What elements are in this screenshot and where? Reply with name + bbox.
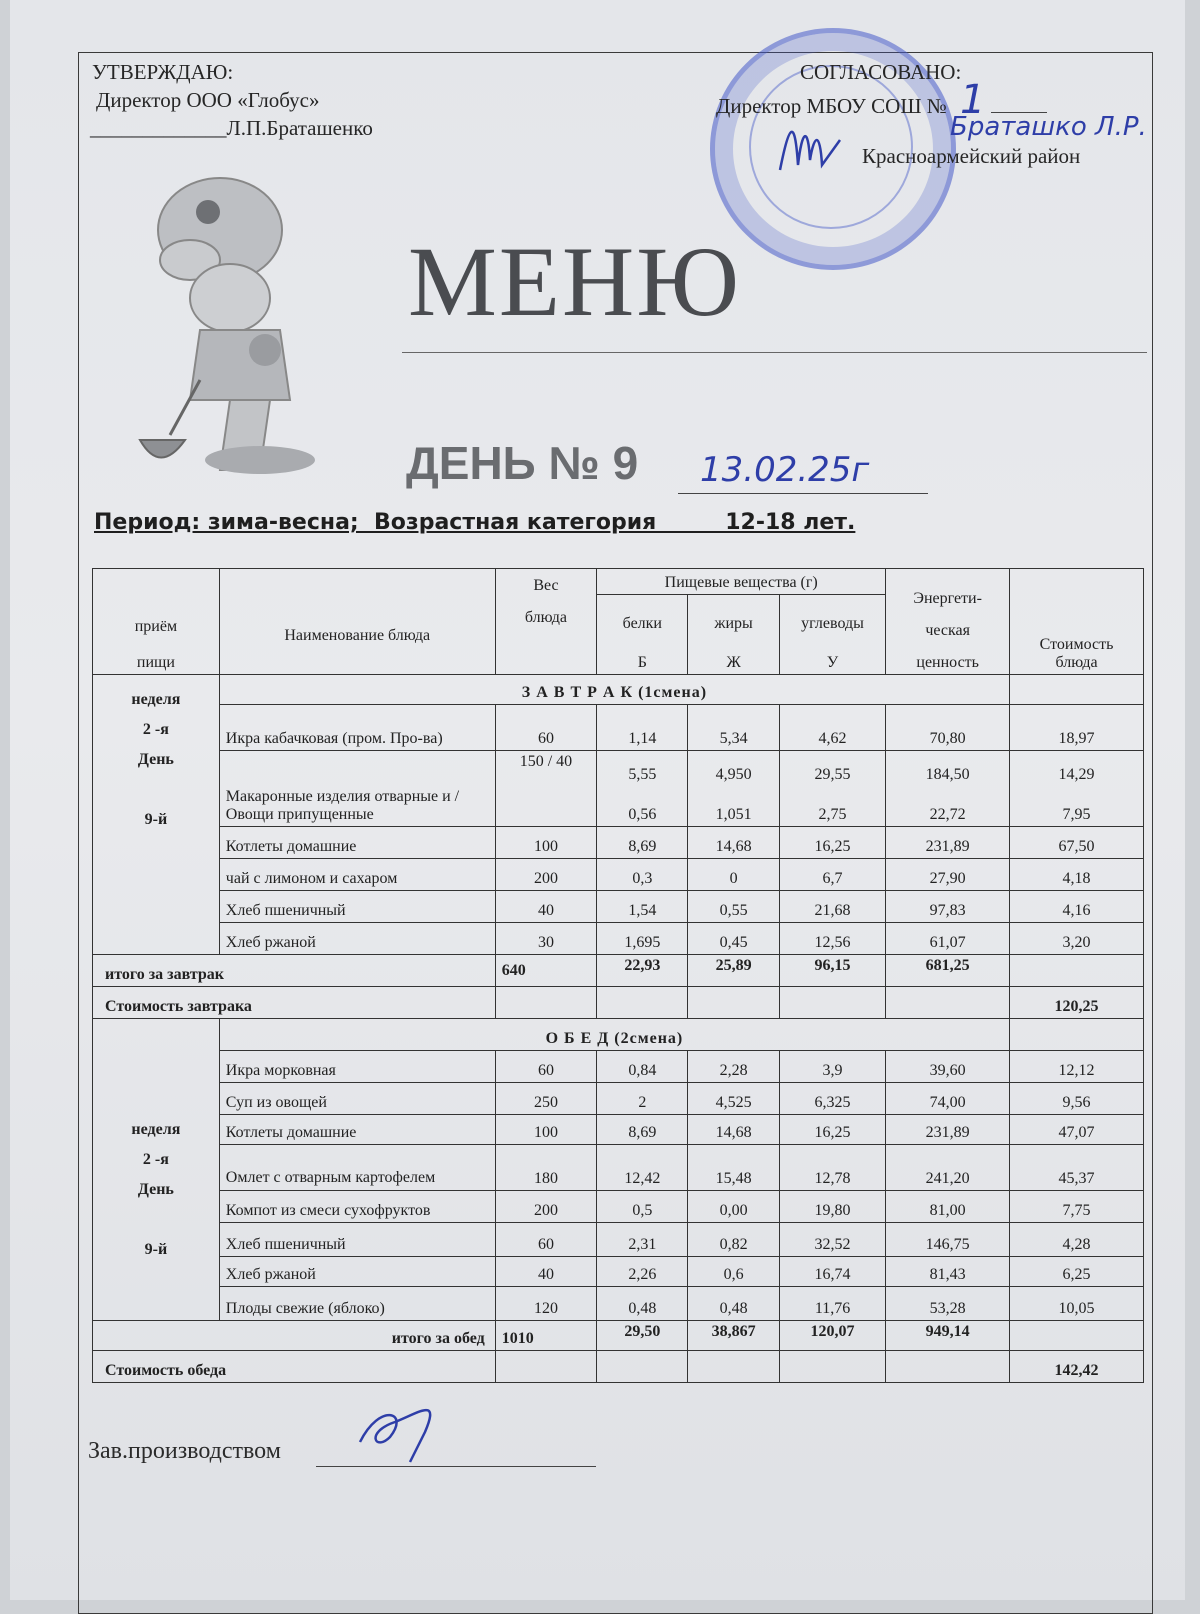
- table-row: [93, 1287, 1144, 1321]
- dish-carb: 6,7: [779, 859, 886, 891]
- dish-cost: 18,97: [1010, 705, 1144, 751]
- dish-carb: [779, 751, 886, 827]
- table-row: [93, 1191, 1144, 1223]
- day-date-handwritten: 13.02.25г: [700, 450, 870, 490]
- dish-energy: 61,07: [886, 923, 1010, 955]
- dish-name: Суп из овощей: [219, 1083, 495, 1115]
- empty-cell: [779, 1351, 886, 1383]
- dish-name: Плоды свежие (яблоко): [219, 1287, 495, 1321]
- dish-fat: 14,68: [688, 1115, 779, 1145]
- dish-fat: 5,34: [688, 705, 779, 751]
- agreed-district: Красноармейский район: [862, 144, 1081, 168]
- dish-protein: 8,69: [597, 827, 688, 859]
- header-meal: [93, 569, 220, 675]
- page-title: МЕНЮ: [408, 226, 741, 337]
- dish-name: чай с лимоном и сахаром: [219, 859, 495, 891]
- empty-cell: [597, 987, 688, 1019]
- dish-cost: 6,25: [1010, 1257, 1144, 1287]
- breakfast-week: неделя: [131, 691, 181, 708]
- breakfast-cost-label: Стоимость завтрака: [93, 987, 496, 1019]
- approve-role: Директор ООО «Глобус»: [96, 88, 320, 112]
- dish-weight: 60: [495, 705, 596, 751]
- dish-fat: 15,48: [688, 1145, 779, 1191]
- dish-name: Икра кабачковая (пром. Про-ва): [219, 705, 495, 751]
- table-row: [93, 827, 1144, 859]
- breakfast-total-row: [93, 955, 1144, 987]
- approve-name: _____________Л.П.Браташенко: [90, 116, 373, 140]
- header-fat-abbr: Ж: [688, 635, 779, 675]
- dish-carb: 16,25: [779, 827, 886, 859]
- dish-name: Омлет с отварным картофелем: [219, 1145, 495, 1191]
- dish-protein: 12,42: [597, 1145, 688, 1191]
- dish-fat: 2,28: [688, 1051, 779, 1083]
- dish-carb: 11,76: [779, 1287, 886, 1321]
- dish-cost: 47,07: [1010, 1115, 1144, 1145]
- breakfast-cost-value: 120,25: [1010, 987, 1144, 1019]
- lunch-meal-label: [93, 1019, 220, 1321]
- dish-energy-2: 22,72: [929, 806, 966, 823]
- dish-energy: 27,90: [886, 859, 1010, 891]
- dish-fat-1: 4,950: [715, 766, 752, 783]
- table-row: [93, 859, 1144, 891]
- lunch-total-label: итого за обед: [93, 1321, 496, 1351]
- header-carb: углеводы: [779, 595, 886, 635]
- lunch-week-no: 2 -я: [142, 1151, 169, 1168]
- dish-protein: [597, 751, 688, 827]
- lunch-section-cost: [1010, 1019, 1144, 1051]
- day-date-line: [678, 493, 928, 494]
- dish-protein: 2,26: [597, 1257, 688, 1287]
- dish-carb: 21,68: [779, 891, 886, 923]
- dish-energy: 53,28: [886, 1287, 1010, 1321]
- dish-cost: 4,18: [1010, 859, 1144, 891]
- header-carb-abbr: У: [779, 635, 886, 675]
- breakfast-total-fat: 25,89: [688, 955, 779, 987]
- dish-energy: 39,60: [886, 1051, 1010, 1083]
- dish-weight: 120: [495, 1287, 596, 1321]
- table-row: [93, 891, 1144, 923]
- dish-carb: 12,56: [779, 923, 886, 955]
- dish-name: Котлеты домашние: [219, 1115, 495, 1145]
- dish-carb: 4,62: [779, 705, 886, 751]
- header-energy-line3: ценность: [916, 654, 979, 671]
- director-signature: [770, 110, 850, 180]
- empty-cell: [495, 1351, 596, 1383]
- dish-fat: 0,6: [688, 1257, 779, 1287]
- dish-cost: 3,20: [1010, 923, 1144, 955]
- dish-cost-1: 14,29: [1058, 766, 1095, 783]
- header-dish: Наименование блюда: [219, 569, 495, 675]
- dish-energy: 81,43: [886, 1257, 1010, 1287]
- dish-energy: 231,89: [886, 827, 1010, 859]
- empty-cell: [688, 987, 779, 1019]
- header-energy-line2: ческая: [925, 622, 970, 639]
- lunch-total-protein: 29,50: [597, 1321, 688, 1351]
- header-meal-line2: пищи: [136, 654, 175, 671]
- breakfast-day: День: [137, 751, 174, 768]
- dish-cost: 4,16: [1010, 891, 1144, 923]
- empty-cell: [886, 1351, 1010, 1383]
- lunch-total-cost: [1010, 1321, 1144, 1351]
- table-row: [93, 1115, 1144, 1145]
- dish-energy: 74,00: [886, 1083, 1010, 1115]
- dish-protein-2: 0,56: [628, 806, 657, 823]
- day-label: ДЕНЬ № 9: [406, 437, 639, 489]
- dish-cost: 12,12: [1010, 1051, 1144, 1083]
- dish-weight: 150 / 40: [495, 751, 596, 827]
- dish-protein: 8,69: [597, 1115, 688, 1145]
- dish-carb: 16,25: [779, 1115, 886, 1145]
- dish-fat: 0,48: [688, 1287, 779, 1321]
- footer-label: Зав.производством: [88, 1438, 281, 1464]
- dish-protein: 0,84: [597, 1051, 688, 1083]
- agreed-label: СОГЛАСОВАНО:: [800, 60, 962, 84]
- empty-cell: [886, 987, 1010, 1019]
- dish-energy: 97,83: [886, 891, 1010, 923]
- dish-cost: 45,37: [1010, 1145, 1144, 1191]
- header-nutrients: Пищевые вещества (г): [597, 569, 886, 595]
- dish-protein: 0,48: [597, 1287, 688, 1321]
- empty-cell: [779, 987, 886, 1019]
- dish-energy: 81,00: [886, 1191, 1010, 1223]
- title-rule: [402, 352, 1147, 353]
- dish-carb-2: 2,75: [818, 806, 847, 823]
- dish-carb: 6,325: [779, 1083, 886, 1115]
- dish-weight: 40: [495, 891, 596, 923]
- table-row: [93, 1083, 1144, 1115]
- dish-name: Компот из смеси сухофруктов: [219, 1191, 495, 1223]
- header-weight-line2: блюда: [524, 609, 567, 626]
- breakfast-total-energy: 681,25: [886, 955, 1010, 987]
- dish-cost: 4,28: [1010, 1223, 1144, 1257]
- lunch-total-carb: 120,07: [779, 1321, 886, 1351]
- empty-cell: [688, 1351, 779, 1383]
- dish-energy-1: 184,50: [925, 766, 970, 783]
- lunch-cost-label: Стоимость обеда: [93, 1351, 496, 1383]
- empty-cell: [495, 987, 596, 1019]
- dish-carb: 19,80: [779, 1191, 886, 1223]
- dish-fat: 0,82: [688, 1223, 779, 1257]
- document-page: [10, 0, 1185, 1600]
- menu-table: [92, 568, 1144, 1383]
- header-energy: [886, 569, 1010, 675]
- dish-weight: 60: [495, 1051, 596, 1083]
- dish-protein: 1,14: [597, 705, 688, 751]
- lunch-total-fat: 38,867: [688, 1321, 779, 1351]
- dish-name: Хлеб ржаной: [219, 923, 495, 955]
- lunch-week: неделя: [131, 1121, 181, 1138]
- breakfast-total-cost: [1010, 955, 1144, 987]
- breakfast-cost-row: [93, 987, 1144, 1019]
- dish-carb: 3,9: [779, 1051, 886, 1083]
- dish-protein: 1,54: [597, 891, 688, 923]
- dish-name: Хлеб пшеничный: [219, 891, 495, 923]
- dish-weight: 200: [495, 1191, 596, 1223]
- dish-fat-2: 1,051: [715, 806, 752, 823]
- lunch-cost-row: [93, 1351, 1144, 1383]
- school-number-handwritten: 1: [960, 77, 986, 123]
- dish-fat: 0,45: [688, 923, 779, 955]
- dish-protein: 2,31: [597, 1223, 688, 1257]
- dish-weight: 40: [495, 1257, 596, 1287]
- agreed-signature-name: Браташко Л.Р.: [950, 112, 1147, 142]
- dish-fat: 4,525: [688, 1083, 779, 1115]
- breakfast-total-carb: 96,15: [779, 955, 886, 987]
- dish-cost: [1010, 751, 1144, 827]
- dish-name: Икра морковная: [219, 1051, 495, 1083]
- chef-illustration: [130, 170, 350, 490]
- header-weight: [495, 569, 596, 675]
- dish-weight: 60: [495, 1223, 596, 1257]
- header-weight-line1: Вес: [533, 577, 559, 594]
- table-row: [93, 705, 1144, 751]
- header-fat: жиры: [688, 595, 779, 635]
- lunch-total-weight: 1010: [495, 1321, 596, 1351]
- table-row: [93, 1257, 1144, 1287]
- header-protein-abbr: Б: [597, 635, 688, 675]
- breakfast-total-protein: 22,93: [597, 955, 688, 987]
- dish-weight: 200: [495, 859, 596, 891]
- dish-weight: 250: [495, 1083, 596, 1115]
- dish-weight: 100: [495, 1115, 596, 1145]
- header-protein: белки: [597, 595, 688, 635]
- table-row: [93, 1145, 1144, 1191]
- dish-fat: 0: [688, 859, 779, 891]
- lunch-section-title: О Б Е Д (2смена): [219, 1019, 1009, 1051]
- dish-cost-2: 7,95: [1062, 806, 1091, 823]
- dish-cost: 7,75: [1010, 1191, 1144, 1223]
- header-meal-line1: приём: [134, 618, 178, 635]
- dish-energy: 70,80: [886, 705, 1010, 751]
- breakfast-week-no: 2 -я: [142, 721, 169, 738]
- dish-weight: 100: [495, 827, 596, 859]
- breakfast-day-no: 9-й: [144, 811, 168, 828]
- lunch-total-energy: 949,14: [886, 1321, 1010, 1351]
- lunch-cost-value: 142,42: [1010, 1351, 1144, 1383]
- header-cost-line1: Стоимость: [1039, 636, 1114, 653]
- dish-cost: 67,50: [1010, 827, 1144, 859]
- dish-energy: 241,20: [886, 1145, 1010, 1191]
- dish-protein: 0,5: [597, 1191, 688, 1223]
- table-row: [93, 923, 1144, 955]
- dish-weight: 180: [495, 1145, 596, 1191]
- dish-carb: 12,78: [779, 1145, 886, 1191]
- lunch-day: День: [137, 1181, 174, 1198]
- empty-cell: [597, 1351, 688, 1383]
- dish-energy: 231,89: [886, 1115, 1010, 1145]
- dish-weight: 30: [495, 923, 596, 955]
- dish-fat: [688, 751, 779, 827]
- agreed-role-text: Директор МБОУ СОШ №: [716, 94, 947, 118]
- breakfast-meal-label: [93, 675, 220, 955]
- dish-name: Макаронные изделия отварные и / Овощи припущенные: [219, 751, 495, 827]
- lunch-total-row: [93, 1321, 1144, 1351]
- lunch-day-no: 9-й: [144, 1241, 168, 1258]
- table-row: [93, 1051, 1144, 1083]
- header-energy-line1: Энергети-: [913, 590, 982, 607]
- dish-energy: [886, 751, 1010, 827]
- dish-carb-1: 29,55: [814, 766, 851, 783]
- dish-protein-1: 5,55: [628, 766, 657, 783]
- dish-energy: 146,75: [886, 1223, 1010, 1257]
- dish-protein: 1,695: [597, 923, 688, 955]
- breakfast-total-weight: 640: [495, 955, 596, 987]
- dish-carb: 16,74: [779, 1257, 886, 1287]
- breakfast-section-title: З А В Т Р А К (1смена): [219, 675, 1009, 705]
- breakfast-section-cost: [1010, 675, 1144, 705]
- dish-protein: 2: [597, 1083, 688, 1115]
- dish-fat: 14,68: [688, 827, 779, 859]
- dish-name: Хлеб ржаной: [219, 1257, 495, 1287]
- header-cost: [1010, 569, 1144, 675]
- dish-fat: 0,55: [688, 891, 779, 923]
- dish-cost: 9,56: [1010, 1083, 1144, 1115]
- dish-carb: 32,52: [779, 1223, 886, 1257]
- dish-name: Котлеты домашние: [219, 827, 495, 859]
- dish-protein: 0,3: [597, 859, 688, 891]
- header-cost-line2: блюда: [1055, 654, 1098, 671]
- dish-cost: 10,05: [1010, 1287, 1144, 1321]
- breakfast-total-label: итого за завтрак: [93, 955, 496, 987]
- dish-fat: 0,00: [688, 1191, 779, 1223]
- period-line: Период: зима-весна; Возрастная категория 12-18 лет.: [94, 510, 856, 535]
- production-head-signature: [350, 1392, 460, 1472]
- table-row: [93, 1223, 1144, 1257]
- table-row: [93, 751, 1144, 827]
- approve-label: УТВЕРЖДАЮ:: [92, 60, 234, 84]
- dish-name: Хлеб пшеничный: [219, 1223, 495, 1257]
